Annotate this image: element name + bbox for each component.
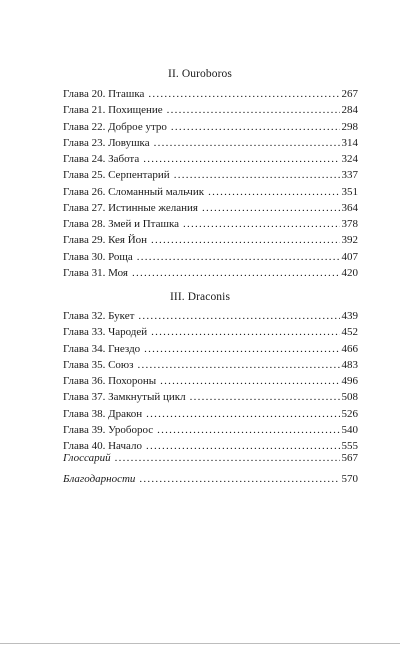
toc-entry <box>63 267 358 283</box>
dot-leader <box>115 452 340 464</box>
toc-entry <box>63 202 358 218</box>
toc-entry-page: 555 <box>341 440 358 452</box>
toc-entry-label: Глава 39. Уроборос <box>63 423 154 436</box>
section-heading-draconis: III. Draconis <box>169 291 231 303</box>
toc-entry-label: Глава 26. Сломанный мальчик <box>63 185 205 198</box>
toc-entry-page: 337 <box>341 169 358 182</box>
toc-entry-page: 526 <box>341 407 358 420</box>
toc-entry-page: 378 <box>341 218 358 230</box>
toc-entry <box>63 424 358 440</box>
toc-entry <box>63 310 358 326</box>
toc-entry-page: 298 <box>341 120 358 133</box>
toc-entry-glossary <box>63 452 358 468</box>
toc-entry-label: Глава 23. Ловушка <box>63 136 150 149</box>
toc-entry-page: 324 <box>341 153 358 165</box>
page-bottom-edge <box>0 643 400 644</box>
toc-entry-label: Глава 37. Замкнутый цикл <box>63 391 186 404</box>
toc-entry <box>63 153 358 169</box>
dot-leader <box>148 88 339 100</box>
toc-entry-label: Глава 28. Змей и Пташка <box>63 218 180 230</box>
toc-entry-label: Глава 32. Букет <box>63 310 135 322</box>
toc-entry-acknowledgements <box>63 473 358 489</box>
toc-entry-label: Глава 33. Чародей <box>63 326 148 339</box>
dot-leader <box>171 121 340 133</box>
toc-entry-page: 567 <box>341 452 358 464</box>
toc-entry <box>63 251 358 267</box>
dot-leader <box>202 202 340 214</box>
toc-entry-label: Глоссарий <box>63 452 111 464</box>
dot-leader <box>208 186 339 198</box>
toc-entry <box>63 375 358 391</box>
toc-entry-page: 364 <box>341 201 358 214</box>
toc-entry-label: Глава 30. Роща <box>63 250 133 263</box>
toc-entry-label: Глава 21. Похищение <box>63 104 163 117</box>
toc-entry <box>63 186 358 202</box>
toc-entry-page: 452 <box>341 326 358 339</box>
toc-entry <box>63 343 358 359</box>
dot-leader <box>167 104 340 116</box>
toc-entry-label: Глава 38. Дракон <box>63 407 143 420</box>
toc-entry-page: 540 <box>341 423 358 436</box>
toc-entry-page: 483 <box>341 358 358 371</box>
toc-entry <box>63 121 358 137</box>
toc-entry <box>63 408 358 424</box>
toc-entry <box>63 218 358 234</box>
dot-leader <box>190 391 340 403</box>
toc-entry-page: 466 <box>341 342 358 355</box>
dot-leader <box>151 234 339 246</box>
toc-entry-page: 508 <box>341 391 358 404</box>
toc-entry-label: Глава 29. Кея Йон <box>63 234 148 247</box>
toc-entry-label: Глава 35. Союз <box>63 358 134 371</box>
toc-entry <box>63 88 358 104</box>
toc-entry-page: 267 <box>341 88 358 100</box>
toc-entry <box>63 359 358 375</box>
toc-entry-page: 496 <box>341 375 358 387</box>
dot-leader <box>146 440 340 452</box>
toc-entry <box>63 104 358 120</box>
toc-entry-label: Глава 34. Гнездо <box>63 342 141 355</box>
toc-entry-page: 439 <box>341 310 358 322</box>
dot-leader <box>138 310 339 322</box>
toc-entry-page: 570 <box>341 473 358 485</box>
dot-leader <box>138 359 340 371</box>
dot-leader <box>154 137 340 149</box>
toc-entry-label: Глава 24. Забота <box>63 153 140 165</box>
dot-leader <box>151 326 339 338</box>
toc-entry <box>63 452 358 468</box>
dot-leader <box>137 251 340 263</box>
toc-entry-page: 284 <box>341 104 358 117</box>
dot-leader <box>132 267 340 279</box>
toc-entry-page: 420 <box>341 266 358 279</box>
toc-entry-label: Благодарности <box>63 473 136 485</box>
toc-entry <box>63 391 358 407</box>
toc-entry-page: 407 <box>341 250 358 263</box>
toc-list-ouroboros <box>63 88 358 283</box>
toc-entry-label: Глава 40. Начало <box>63 440 142 452</box>
toc-entry-label: Глава 31. Моя <box>63 266 128 279</box>
dot-leader <box>160 375 339 387</box>
toc-entry-page: 392 <box>341 234 358 247</box>
toc-entry-label: Глава 22. Доброе утро <box>63 120 167 133</box>
dot-leader <box>157 424 339 436</box>
toc-entry-label: Глава 20. Пташка <box>63 88 145 100</box>
toc-entry <box>63 326 358 342</box>
dot-leader <box>174 169 340 181</box>
dot-leader <box>183 218 339 230</box>
toc-entry <box>63 234 358 250</box>
toc-entry <box>63 137 358 153</box>
toc-entry-page: 314 <box>341 136 358 149</box>
toc-entry <box>63 473 358 489</box>
toc-entry <box>63 169 358 185</box>
dot-leader <box>146 408 339 420</box>
toc-entry-label: Глава 36. Похороны <box>63 375 157 387</box>
dot-leader <box>143 153 339 165</box>
section-heading-ouroboros: II. Ouroboros <box>168 68 232 80</box>
toc-list-draconis <box>63 310 358 456</box>
toc-entry-page: 351 <box>341 185 358 198</box>
toc-entry-label: Глава 25. Серпентарий <box>63 169 170 182</box>
toc-entry-label: Глава 27. Истинные желания <box>63 201 198 214</box>
dot-leader <box>144 343 339 355</box>
dot-leader <box>139 473 339 485</box>
